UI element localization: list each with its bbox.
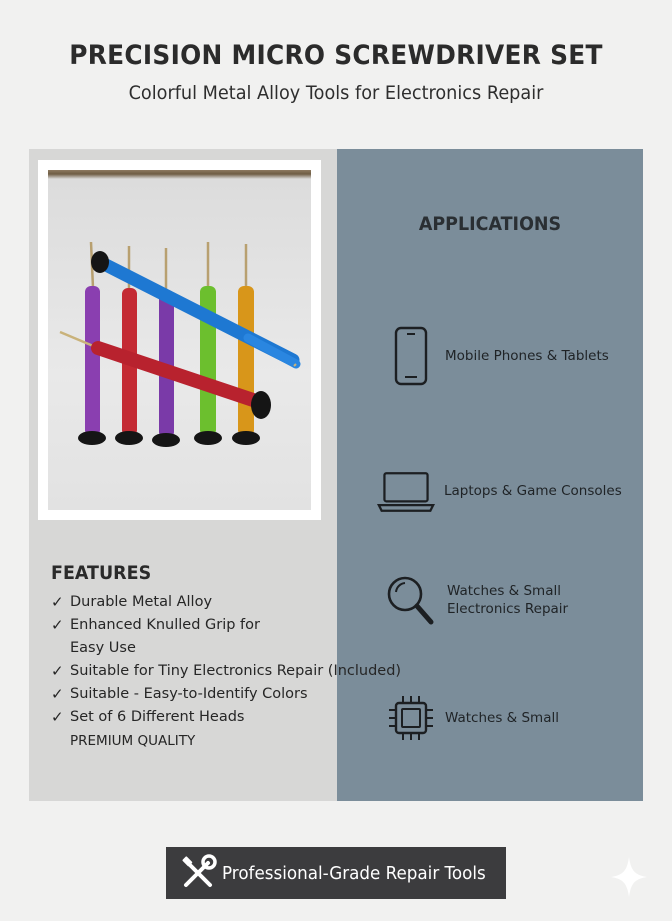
feature-item-continuation: Easy Use (70, 640, 136, 656)
checkmark-icon: ✓ (51, 708, 64, 726)
feature-item: ✓ Durable Metal Alloy (51, 591, 381, 614)
checkmark-icon: ✓ (51, 685, 64, 703)
screwdriver-green (194, 242, 222, 445)
screwdriver-purple-2 (152, 248, 180, 447)
screwdriver-set-illustration (48, 170, 311, 510)
feature-item: ✓ Suitable for Tiny Electronics Repair (Included) (51, 660, 381, 683)
checkmark-icon: ✓ (51, 616, 64, 634)
application-item-watches (381, 570, 568, 630)
application-item-chip (381, 688, 559, 748)
application-item-laptops (376, 461, 622, 521)
checkmark-icon: ✓ (51, 593, 64, 611)
checkmark-icon: ✓ (51, 662, 64, 680)
badge-label: Professional-Grade Repair Tools (222, 862, 487, 884)
application-label: Watches & Small Electronics Repair (447, 583, 569, 617)
application-label: Watches & Small (445, 710, 559, 726)
professional-badge (166, 847, 506, 899)
smartphone-icon (381, 326, 441, 386)
features-list (51, 591, 402, 754)
laptop-icon (376, 461, 436, 521)
feature-item: ✓ Set of 6 Different Heads (51, 706, 381, 729)
tools-icon (178, 847, 218, 899)
application-item-phones (381, 326, 609, 386)
chip-icon (381, 688, 441, 748)
product-photo-frame (38, 160, 321, 520)
page-subtitle: Colorful Metal Alloy Tools for Electronics Repair (128, 82, 544, 104)
page-title: PRECISION MICRO SCREWDRIVER SET (69, 40, 603, 71)
features-heading: FEATURES (51, 562, 152, 584)
application-label: Laptops & Game Consoles (444, 483, 622, 499)
premium-quality-label: PREMIUM QUALITY (70, 733, 196, 749)
feature-item: ✓ Enhanced Knulled Grip for (51, 614, 381, 637)
magnifier-icon (381, 570, 441, 630)
product-photo (48, 170, 311, 510)
sparkle-icon (609, 855, 649, 899)
feature-item: ✓ Suitable - Easy-to-Identify Colors (51, 683, 381, 706)
application-label: Mobile Phones & Tablets (445, 348, 609, 364)
applications-heading: APPLICATIONS (418, 213, 562, 235)
